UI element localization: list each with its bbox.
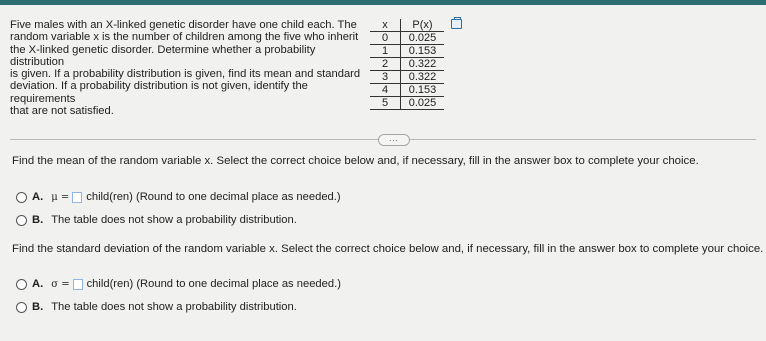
radio-stddev-a[interactable] <box>16 279 27 290</box>
radio-stddev-b[interactable] <box>16 302 27 313</box>
option-letter: A. <box>32 278 44 290</box>
table-row <box>370 84 444 97</box>
cell-px: 0.153 <box>401 45 445 58</box>
problem-line: random variable x is the number of children among the five who inherit <box>10 31 359 44</box>
cell-px: 0.322 <box>401 71 445 84</box>
cell-px: 0.025 <box>401 32 445 45</box>
stddev-answer-input[interactable] <box>73 279 83 290</box>
question-mean: Find the mean of the random variable x. Select the correct choice below and, if necessary, fill in the answer box to complete your choice. <box>12 155 699 167</box>
option-text: The table does not show a probability distribution. <box>51 301 297 313</box>
option-letter: A. <box>32 191 44 203</box>
cell-x: 3 <box>370 71 401 84</box>
mean-option-b[interactable] <box>16 214 297 226</box>
mean-option-a[interactable] <box>16 191 341 203</box>
problem-line: deviation. If a probability distribution is not given, identify the requirements <box>10 80 308 105</box>
table-row <box>370 45 444 58</box>
option-letter: B. <box>32 301 44 313</box>
table-row <box>370 71 444 84</box>
stddev-option-b[interactable] <box>16 301 297 313</box>
cell-px: 0.153 <box>401 84 445 97</box>
option-text: The table does not show a probability distribution. <box>51 214 297 226</box>
problem-statement <box>10 19 365 117</box>
mu-symbol: μ = <box>51 191 70 203</box>
option-text: child(ren) (Round to one decimal place as needed.) <box>86 191 341 203</box>
probability-table <box>370 19 444 110</box>
radio-mean-b[interactable] <box>16 215 27 226</box>
copy-table-icon[interactable] <box>451 19 462 29</box>
problem-line: that are not satisfied. <box>10 105 114 118</box>
mean-answer-input[interactable] <box>72 192 82 203</box>
cell-x: 1 <box>370 45 401 58</box>
question-std-dev: Find the standard deviation of the random variable x. Select the correct choice below and, if necessary, fill in the answer box to complete your choice. <box>12 243 764 255</box>
cell-x: 4 <box>370 84 401 97</box>
top-bar <box>0 0 766 5</box>
table-row <box>370 58 444 71</box>
problem-line: is given. If a probability distribution is given, find its mean and standard <box>10 68 361 81</box>
option-letter: B. <box>32 214 44 226</box>
table-row <box>370 32 444 45</box>
column-header-px: P(x) <box>401 19 445 32</box>
cell-x: 5 <box>370 97 401 110</box>
problem-line: the X-linked genetic disorder. Determine whether a probability distribution <box>10 43 316 68</box>
option-text: child(ren) (Round to one decimal place as needed.) <box>86 278 341 290</box>
cell-x: 0 <box>370 32 401 45</box>
problem-line: Five males with an X-linked genetic disorder have one child each. The <box>10 19 357 31</box>
cell-px: 0.025 <box>401 97 445 110</box>
table-row <box>370 97 444 110</box>
column-header-x: x <box>370 19 401 32</box>
radio-mean-a[interactable] <box>16 192 27 203</box>
sigma-symbol: σ = <box>51 278 70 290</box>
stddev-option-a[interactable] <box>16 278 341 290</box>
expand-more-button[interactable]: ... <box>378 134 410 146</box>
cell-px: 0.322 <box>401 58 445 71</box>
cell-x: 2 <box>370 58 401 71</box>
